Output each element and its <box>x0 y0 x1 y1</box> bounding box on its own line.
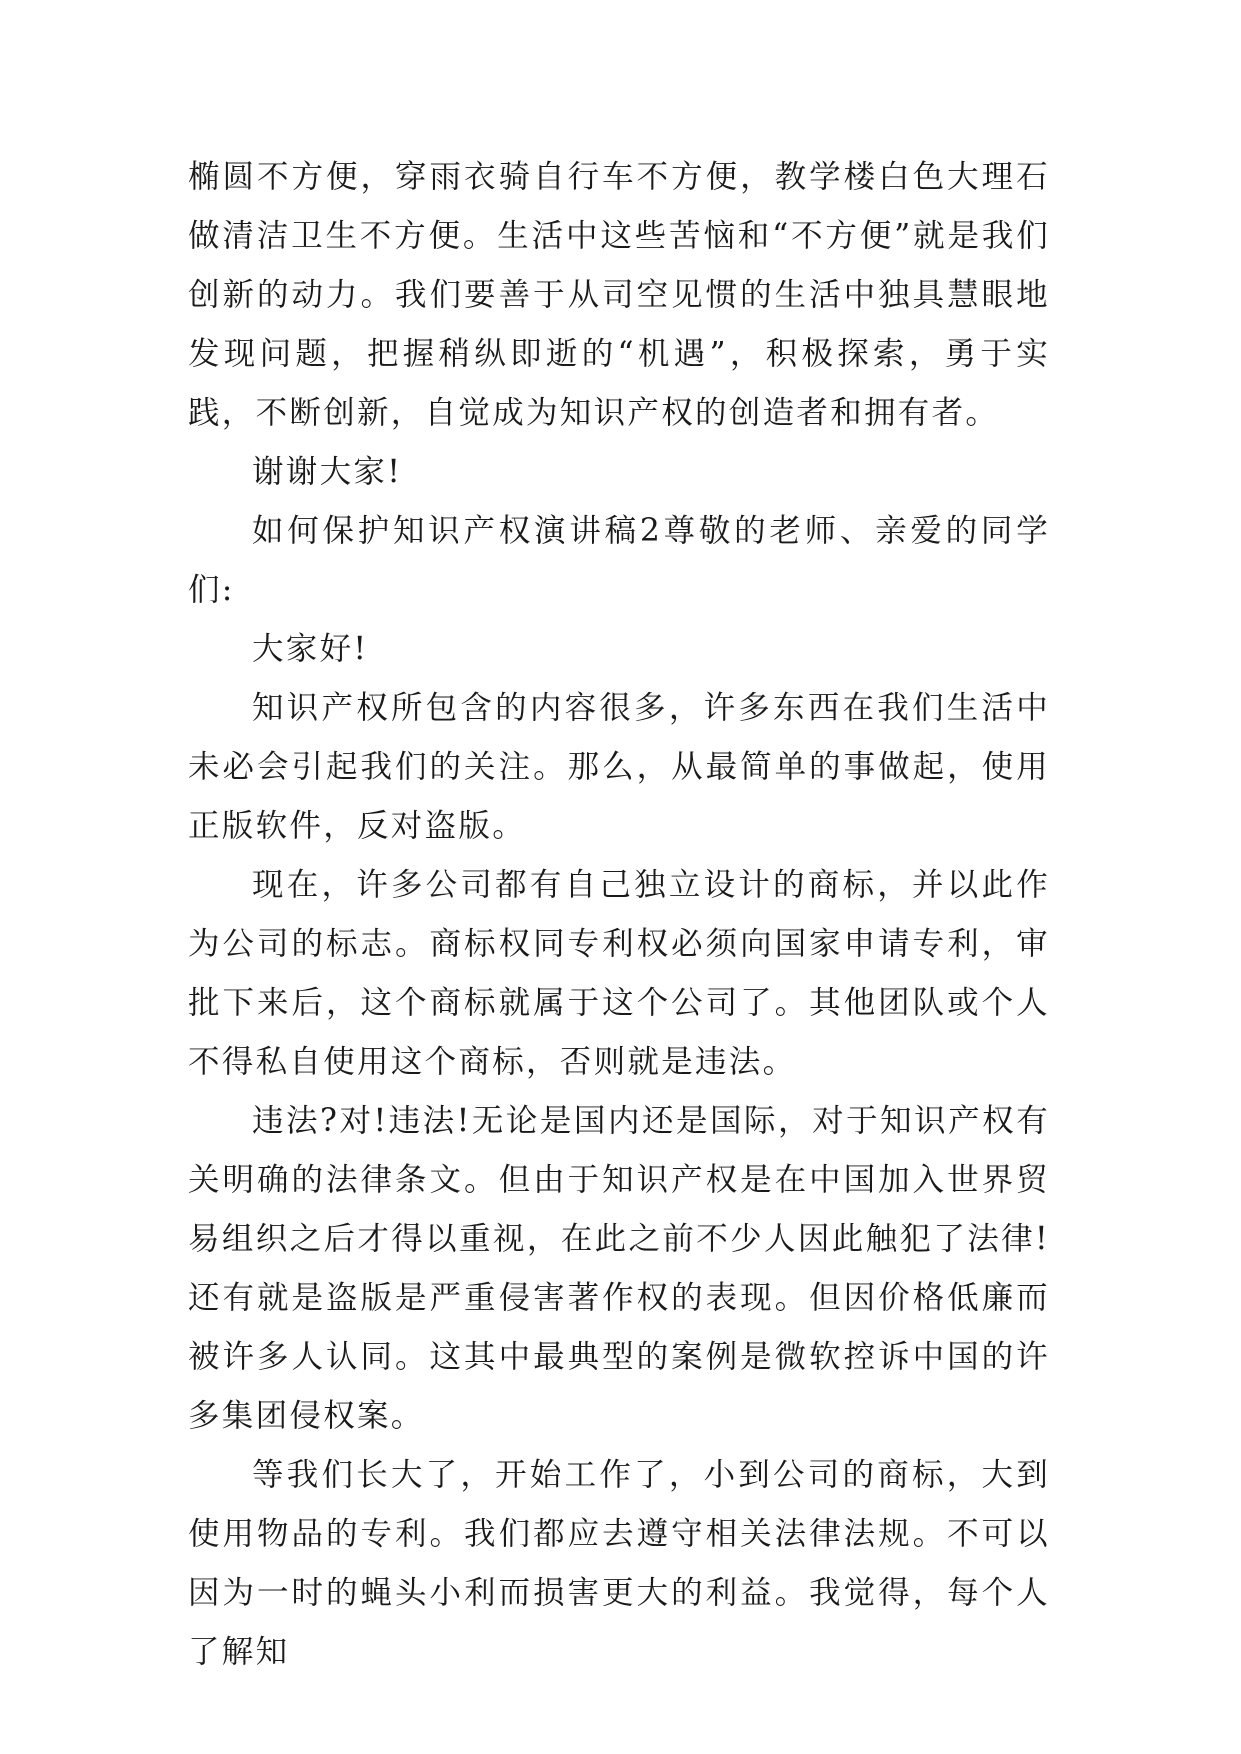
paragraph-4: 大家好! <box>252 631 369 667</box>
paragraph-3: 如何保护知识产权演讲稿2尊敬的老师、亲爱的同学们: <box>188 513 1050 608</box>
paragraph-6: 现在，许多公司都有自己独立设计的商标，并以此作为公司的标志。商标权同专利权必须向国家申请专利，审批下来后，这个商标就属于这个公司了。其他团队或个人不得私自使用这个商标，否则就是违法。 <box>188 867 1050 1080</box>
paragraph-1: 椭圆不方便，穿雨衣骑自行车不方便，教学楼白色大理石做清洁卫生不方便。生活中这些苦恼和“不方便”就是我们创新的动力。我们要善于从司空见惯的生活中独具慧眼地发现问题，把握稍纵即逝的“机遇”，积极探索，勇于实践，不断创新，自觉成为知识产权的创造者和拥有者。 <box>188 159 1050 431</box>
paragraph-2: 谢谢大家! <box>252 454 403 490</box>
document-body <box>188 148 1050 1682</box>
paragraph-7: 违法?对!违法!无论是国内还是国际，对于知识产权有关明确的法律条文。但由于知识产权是在中国加入世界贸易组织之后才得以重视，在此之前不少人因此触犯了法律!还有就是盗版是严重侵害著作权的表现。但因价格低廉而被许多人认同。这其中最典型的案例是微软控诉中国的许多集团侵权案。 <box>188 1103 1050 1434</box>
paragraph-8: 等我们长大了，开始工作了，小到公司的商标，大到使用物品的专利。我们都应去遵守相关法律法规。不可以因为一时的蝇头小利而损害更大的利益。我觉得，每个人了解知 <box>188 1457 1050 1670</box>
paragraph-5: 知识产权所包含的内容很多，许多东西在我们生活中未必会引起我们的关注。那么，从最简单的事做起，使用正版软件，反对盗版。 <box>188 690 1050 844</box>
